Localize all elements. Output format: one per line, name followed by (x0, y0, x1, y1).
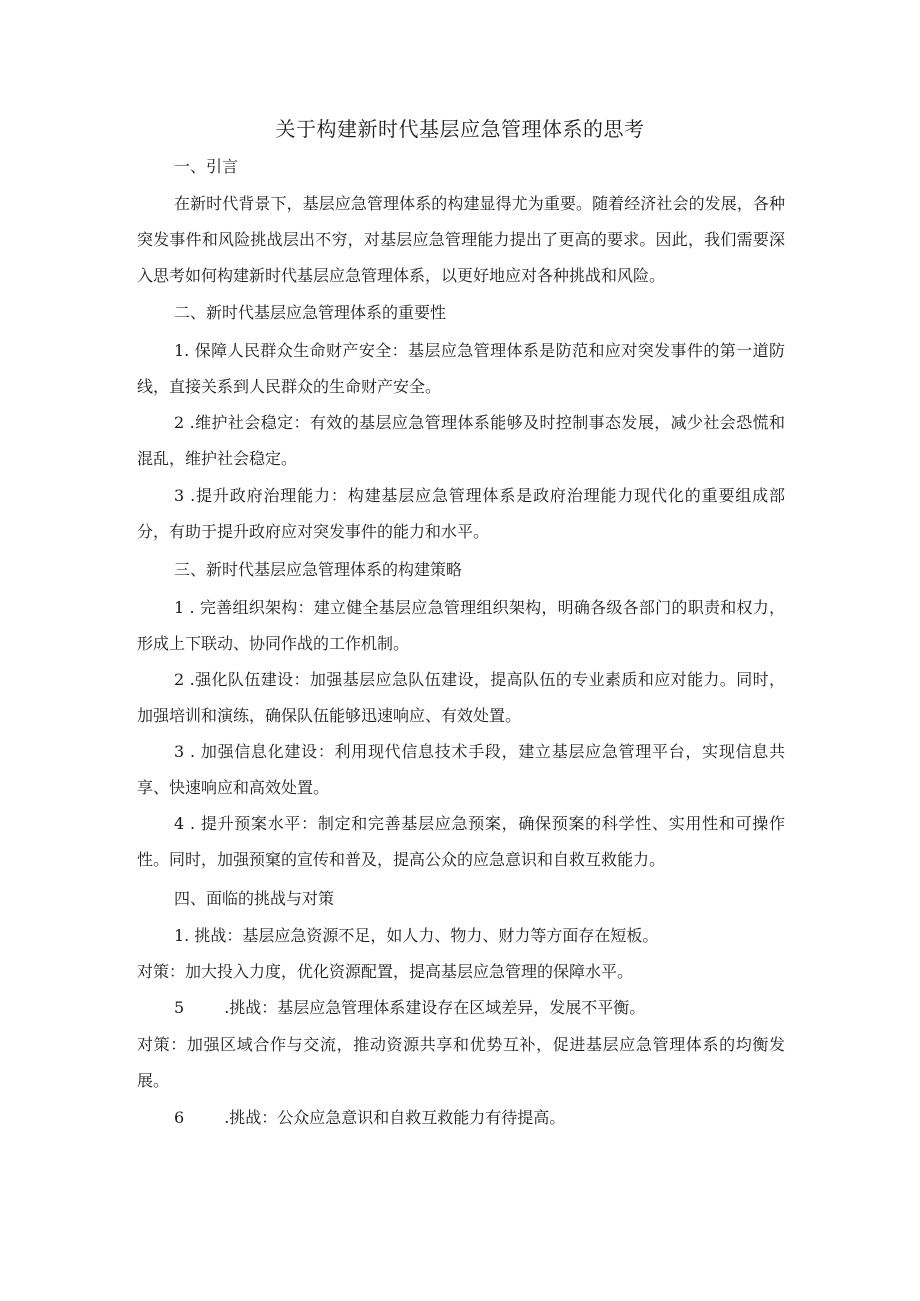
intro-paragraph: 在新时代背景下，基层应急管理体系的构建显得尤为重要。随着经济社会的发展，各种突发事件和风险挑战层出不穷，对基层应急管理能力提出了更高的要求。因此，我们需要深入思考如何构建新时代基层应急管理体系，以更好地应对各种挑战和风险。 (137, 194, 785, 285)
importance-item-1: 1. 保障人民群众生命财产安全：基层应急管理体系是防范和应对突发事件的第一道防线，直接关系到人民群众的生命财产安全。 (137, 341, 785, 396)
response-1: 对策：加大投入力度，优化资源配置，提高基层应急管理的保障水平。 (137, 962, 634, 981)
response-2: 对策：加强区域合作与交流，推动资源共享和优势互补，促进基层应急管理体系的均衡发展。 (137, 1035, 785, 1090)
section-heading-challenges: 四、面临的挑战与对策 (174, 889, 335, 908)
strategy-item-2: 2 .强化队伍建设：加强基层应急队伍建设，提高队伍的专业素质和应对能力。同时，加强培训和演练，确保队伍能够迅速响应、有效处置。 (137, 670, 785, 725)
strategy-item-3: 3 . 加强信息化建设：利用现代信息技术手段，建立基层应急管理平台，实现信息共享、快速响应和高效处置。 (137, 742, 785, 797)
section-heading-importance: 二、新时代基层应急管理体系的重要性 (174, 303, 447, 322)
challenge-2-text: .挑战：基层应急管理体系建设存在区域差异，发展不平衡。 (224, 998, 646, 1017)
section-heading-strategy: 三、新时代基层应急管理体系的构建策略 (174, 560, 463, 579)
strategy-item-1: 1 . 完善组织架构：建立健全基层应急管理组织架构，明确各级各部门的职责和权力，形成上下联动、协同作战的工作机制。 (137, 598, 785, 653)
challenge-3 (174, 1107, 565, 1129)
section-heading-intro: 一、引言 (174, 157, 239, 176)
document-title: 关于构建新时代基层应急管理体系的思考 (275, 117, 645, 141)
challenge-2 (174, 997, 645, 1019)
challenge-3-number: 6 (174, 1108, 185, 1127)
challenge-3-text: .挑战：公众应急意识和自救互救能力有待提高。 (224, 1108, 566, 1127)
challenge-1: 1. 挑战：基层应急资源不足，如人力、物力、财力等方面存在短板。 (174, 926, 659, 945)
importance-item-2: 2 .维护社会稳定：有效的基层应急管理体系能够及时控制事态发展，减少社会恐慌和混乱，维护社会稳定。 (137, 413, 785, 468)
strategy-item-4: 4 . 提升预案水平：制定和完善基层应急预案，确保预案的科学性、实用性和可操作性。同时，加强预窠的宣传和普及，提高公众的应急意识和自救互救能力。 (137, 814, 785, 869)
challenge-2-number: 5 (174, 998, 185, 1017)
importance-item-3: 3 .提升政府治理能力：构建基层应急管理体系是政府治理能力现代化的重要组成部分，有助于提升政府应对突发事件的能力和水平。 (137, 486, 785, 541)
